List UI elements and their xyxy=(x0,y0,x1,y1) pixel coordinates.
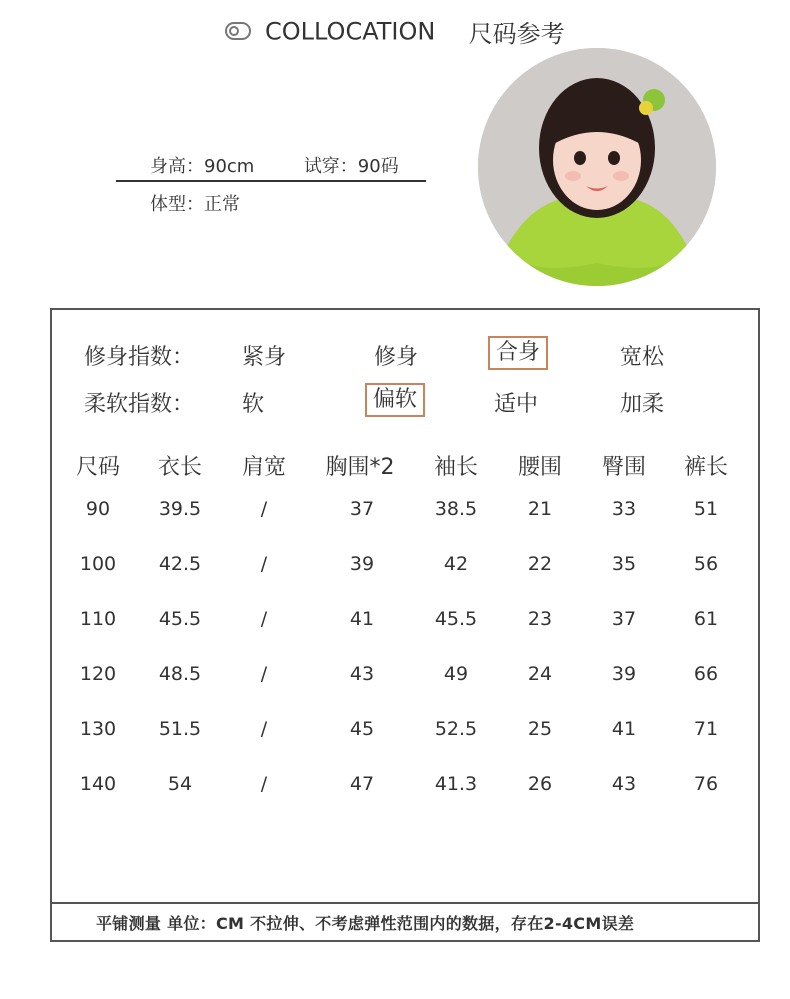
table-cell: 45.5 xyxy=(434,608,478,630)
col-header-shoulder: 肩宽 xyxy=(241,455,287,480)
table-cell: 22 xyxy=(527,553,553,575)
soft-option-medium: 适中 xyxy=(494,392,539,417)
table-cell: 45 xyxy=(349,718,375,740)
table-cell: 52.5 xyxy=(434,718,478,740)
table-cell: 61 xyxy=(693,608,719,630)
table-cell: 120 xyxy=(79,663,117,685)
ring-icon xyxy=(225,18,251,46)
soft-option-soft: 软 xyxy=(242,392,265,417)
table-cell: 76 xyxy=(693,773,719,795)
table-cell: 26 xyxy=(527,773,553,795)
col-header-pants-length: 裤长 xyxy=(683,455,729,480)
table-cell: 41 xyxy=(611,718,637,740)
col-header-chest: 胸围*2 xyxy=(325,455,395,480)
table-cell: 42.5 xyxy=(158,553,202,575)
model-height: 身高：90cm xyxy=(150,156,255,177)
fit-option-slim: 修身 xyxy=(374,345,419,370)
table-cell: 38.5 xyxy=(434,498,478,520)
table-cell: 21 xyxy=(527,498,553,520)
table-cell: 35 xyxy=(611,553,637,575)
table-cell: 45.5 xyxy=(158,608,202,630)
fit-index-label: 修身指数： xyxy=(84,345,195,370)
table-cell: 41.3 xyxy=(434,773,478,795)
table-cell: 39 xyxy=(349,553,375,575)
table-cell: 43 xyxy=(611,773,637,795)
table-cell: 48.5 xyxy=(158,663,202,685)
table-cell: 140 xyxy=(79,773,117,795)
fit-option-fitted-selected: 合身 xyxy=(488,336,548,370)
table-cell: 39 xyxy=(611,663,637,685)
table-cell: / xyxy=(260,553,268,575)
table-cell: / xyxy=(260,773,268,795)
table-cell: 37 xyxy=(611,608,637,630)
table-cell: 41 xyxy=(349,608,375,630)
table-cell: / xyxy=(260,663,268,685)
table-cell: 130 xyxy=(79,718,117,740)
fit-option-loose: 宽松 xyxy=(620,345,665,370)
page-header xyxy=(0,14,790,49)
header-title-cn: 尺码参考 xyxy=(468,20,565,48)
soft-option-semi-soft-selected: 偏软 xyxy=(365,383,425,417)
table-cell: 37 xyxy=(349,498,375,520)
table-cell: 54 xyxy=(167,773,193,795)
model-photo xyxy=(478,48,716,286)
table-cell: 33 xyxy=(611,498,637,520)
table-cell: 42 xyxy=(443,553,469,575)
col-header-waist: 腰围 xyxy=(517,455,563,480)
table-cell: 110 xyxy=(79,608,117,630)
table-cell: 23 xyxy=(527,608,553,630)
table-cell: 47 xyxy=(349,773,375,795)
table-cell: 56 xyxy=(693,553,719,575)
soft-index-label: 柔软指数： xyxy=(84,392,195,417)
col-header-sleeve: 袖长 xyxy=(433,455,479,480)
table-cell: 66 xyxy=(693,663,719,685)
divider xyxy=(116,180,426,182)
table-cell: 39.5 xyxy=(158,498,202,520)
fit-option-tight: 紧身 xyxy=(242,345,287,370)
table-cell: 100 xyxy=(79,553,117,575)
table-cell: 25 xyxy=(527,718,553,740)
col-header-hip: 臀围 xyxy=(601,455,647,480)
table-cell: / xyxy=(260,498,268,520)
col-header-size: 尺码 xyxy=(75,455,121,480)
soft-option-extra-soft: 加柔 xyxy=(620,392,665,417)
table-cell: 24 xyxy=(527,663,553,685)
table-cell: 49 xyxy=(443,663,469,685)
table-cell: 71 xyxy=(693,718,719,740)
model-tried-size: 试穿：90码 xyxy=(303,156,399,177)
model-measurements xyxy=(150,152,399,178)
model-body-type: 体型：正常 xyxy=(150,194,240,215)
table-cell: 43 xyxy=(349,663,375,685)
table-cell: 51 xyxy=(693,498,719,520)
table-cell: / xyxy=(260,608,268,630)
table-cell: 51.5 xyxy=(158,718,202,740)
header-title-en: COLLOCATION xyxy=(265,17,436,46)
table-cell: 90 xyxy=(85,498,111,520)
measurement-note: 平铺测量 单位：CM 不拉伸、不考虑弹性范围内的数据，存在2-4CM误差 xyxy=(50,902,760,942)
col-header-length: 衣长 xyxy=(157,455,203,480)
table-cell: / xyxy=(260,718,268,740)
